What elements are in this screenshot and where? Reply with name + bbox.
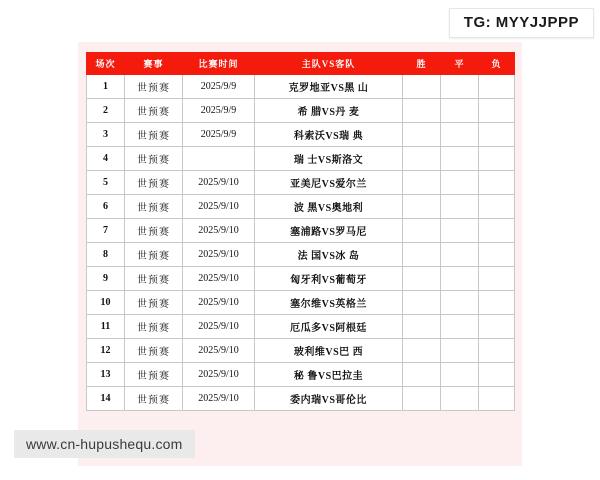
cell-lose (479, 315, 515, 339)
cell-match: 瑞 士VS斯洛文 (255, 147, 403, 171)
cell-event: 世预赛 (125, 123, 183, 147)
cell-time: 2025/9/9 (183, 75, 255, 99)
cell-match: 委内瑞VS哥伦比 (255, 387, 403, 411)
column-header-draw: 平 (441, 53, 479, 75)
cell-event: 世预赛 (125, 75, 183, 99)
cell-draw (441, 267, 479, 291)
cell-no: 7 (87, 219, 125, 243)
column-header-match: 主队VS客队 (255, 53, 403, 75)
table-header-row (87, 53, 515, 75)
fixtures-table-container (86, 52, 514, 411)
table-row (87, 291, 515, 315)
cell-event: 世预赛 (125, 267, 183, 291)
cell-draw (441, 315, 479, 339)
cell-match: 秘 鲁VS巴拉圭 (255, 363, 403, 387)
cell-win (403, 243, 441, 267)
cell-event: 世预赛 (125, 219, 183, 243)
cell-match: 科索沃VS瑞 典 (255, 123, 403, 147)
cell-lose (479, 291, 515, 315)
column-header-win: 胜 (403, 53, 441, 75)
cell-no: 9 (87, 267, 125, 291)
cell-draw (441, 363, 479, 387)
cell-match: 塞浦路VS罗马尼 (255, 219, 403, 243)
cell-time: 2025/9/10 (183, 219, 255, 243)
cell-event: 世预赛 (125, 147, 183, 171)
table-row (87, 171, 515, 195)
cell-time: 2025/9/10 (183, 363, 255, 387)
column-header-no: 场次 (87, 53, 125, 75)
cell-win (403, 75, 441, 99)
table-row (87, 147, 515, 171)
cell-win (403, 315, 441, 339)
column-header-event: 赛事 (125, 53, 183, 75)
cell-draw (441, 195, 479, 219)
cell-draw (441, 219, 479, 243)
cell-draw (441, 243, 479, 267)
table-row (87, 387, 515, 411)
table-row (87, 195, 515, 219)
tg-watermark: TG: MYYJJPPP (449, 8, 594, 38)
cell-no: 4 (87, 147, 125, 171)
cell-draw (441, 147, 479, 171)
cell-event: 世预赛 (125, 99, 183, 123)
cell-time: 2025/9/9 (183, 99, 255, 123)
cell-match: 亚美尼VS爱尔兰 (255, 171, 403, 195)
cell-lose (479, 147, 515, 171)
cell-win (403, 267, 441, 291)
cell-match: 匈牙利VS葡萄牙 (255, 267, 403, 291)
cell-no: 11 (87, 315, 125, 339)
url-watermark: www.cn-hupushequ.com (14, 430, 195, 458)
cell-no: 2 (87, 99, 125, 123)
table-row (87, 267, 515, 291)
cell-time (183, 147, 255, 171)
cell-lose (479, 387, 515, 411)
cell-win (403, 99, 441, 123)
cell-lose (479, 339, 515, 363)
cell-lose (479, 243, 515, 267)
cell-win (403, 363, 441, 387)
cell-time: 2025/9/10 (183, 315, 255, 339)
fixtures-table (86, 52, 515, 411)
cell-win (403, 123, 441, 147)
cell-draw (441, 387, 479, 411)
cell-match: 克罗地亚VS黑 山 (255, 75, 403, 99)
cell-no: 10 (87, 291, 125, 315)
table-row (87, 315, 515, 339)
cell-no: 3 (87, 123, 125, 147)
cell-time: 2025/9/10 (183, 195, 255, 219)
cell-time: 2025/9/10 (183, 291, 255, 315)
cell-draw (441, 99, 479, 123)
column-header-time: 比赛时间 (183, 53, 255, 75)
cell-win (403, 387, 441, 411)
table-row (87, 243, 515, 267)
cell-event: 世预赛 (125, 387, 183, 411)
cell-time: 2025/9/10 (183, 243, 255, 267)
cell-no: 13 (87, 363, 125, 387)
cell-time: 2025/9/10 (183, 171, 255, 195)
cell-lose (479, 363, 515, 387)
cell-event: 世预赛 (125, 243, 183, 267)
cell-win (403, 147, 441, 171)
table-row (87, 339, 515, 363)
cell-no: 8 (87, 243, 125, 267)
cell-no: 12 (87, 339, 125, 363)
column-header-lose: 负 (479, 53, 515, 75)
cell-time: 2025/9/10 (183, 387, 255, 411)
cell-time: 2025/9/10 (183, 267, 255, 291)
table-row (87, 219, 515, 243)
cell-event: 世预赛 (125, 363, 183, 387)
cell-time: 2025/9/9 (183, 123, 255, 147)
cell-no: 1 (87, 75, 125, 99)
cell-draw (441, 171, 479, 195)
cell-win (403, 339, 441, 363)
cell-event: 世预赛 (125, 195, 183, 219)
cell-draw (441, 75, 479, 99)
cell-event: 世预赛 (125, 339, 183, 363)
cell-lose (479, 171, 515, 195)
cell-event: 世预赛 (125, 315, 183, 339)
table-row (87, 123, 515, 147)
table-row (87, 99, 515, 123)
cell-match: 塞尔维VS英格兰 (255, 291, 403, 315)
cell-lose (479, 195, 515, 219)
cell-no: 5 (87, 171, 125, 195)
cell-no: 14 (87, 387, 125, 411)
cell-draw (441, 291, 479, 315)
cell-lose (479, 267, 515, 291)
cell-draw (441, 123, 479, 147)
cell-lose (479, 219, 515, 243)
cell-lose (479, 99, 515, 123)
cell-win (403, 195, 441, 219)
cell-match: 厄瓜多VS阿根廷 (255, 315, 403, 339)
cell-lose (479, 75, 515, 99)
cell-no: 6 (87, 195, 125, 219)
cell-win (403, 171, 441, 195)
cell-match: 法 国VS冰 岛 (255, 243, 403, 267)
cell-match: 希 腊VS丹 麦 (255, 99, 403, 123)
cell-draw (441, 339, 479, 363)
cell-win (403, 219, 441, 243)
cell-match: 波 黑VS奥地利 (255, 195, 403, 219)
cell-lose (479, 123, 515, 147)
cell-match: 玻利维VS巴 西 (255, 339, 403, 363)
cell-event: 世预赛 (125, 171, 183, 195)
table-body (87, 75, 515, 411)
cell-time: 2025/9/10 (183, 339, 255, 363)
table-row (87, 363, 515, 387)
cell-event: 世预赛 (125, 291, 183, 315)
cell-win (403, 291, 441, 315)
table-row (87, 75, 515, 99)
